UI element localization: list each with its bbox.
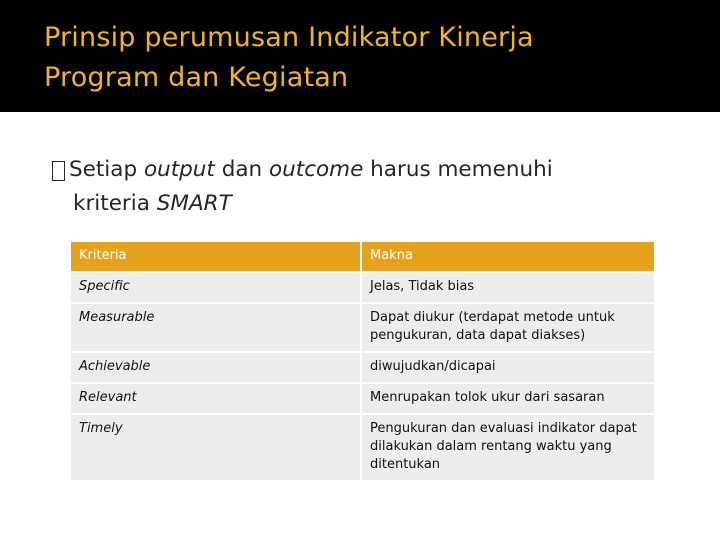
header-kriteria: Kriteria <box>71 242 361 272</box>
cell-kriteria: Specific <box>71 272 361 303</box>
bullet-text-part-1: Setiap <box>69 157 144 182</box>
cell-kriteria: Measurable <box>71 303 361 352</box>
table-row <box>71 383 654 414</box>
table-row <box>71 272 654 303</box>
bullet-text-part-6: kriteria <box>73 191 157 216</box>
table-header-row <box>71 242 654 272</box>
smart-criteria-table <box>71 242 654 480</box>
table-row <box>71 303 654 352</box>
cell-makna: Jelas, Tidak bias <box>361 272 654 303</box>
table-row <box>71 352 654 383</box>
checkbox-bullet-icon <box>52 161 65 181</box>
cell-kriteria: Relevant <box>71 383 361 414</box>
cell-makna: Menrupakan tolok ukur dari sasaran <box>361 383 654 414</box>
cell-makna: Dapat diukur (terdapat metode untuk pengukuran, data dapat diakses) <box>361 303 654 352</box>
bullet-text-part-3: dan <box>214 157 269 182</box>
slide-title-line-2: Program dan Kegiatan <box>44 62 349 93</box>
cell-makna: Pengukuran dan evaluasi indikator dapat dilakukan dalam rentang waktu yang ditentukan <box>361 414 654 480</box>
bullet-text-output: output <box>143 157 215 182</box>
bullet-text-part-5: harus memenuhi <box>363 157 553 182</box>
slide-title-line-1: Prinsip perumusan Indikator Kinerja <box>44 22 534 53</box>
cell-kriteria: Achievable <box>71 352 361 383</box>
cell-kriteria: Timely <box>71 414 361 480</box>
bullet-point <box>52 153 692 221</box>
bullet-text-smart: SMART <box>156 191 232 216</box>
slide-title <box>44 18 704 98</box>
header-makna: Makna <box>361 242 654 272</box>
cell-makna: diwujudkan/dicapai <box>361 352 654 383</box>
bullet-text-outcome: outcome <box>268 157 364 182</box>
table-row <box>71 414 654 480</box>
